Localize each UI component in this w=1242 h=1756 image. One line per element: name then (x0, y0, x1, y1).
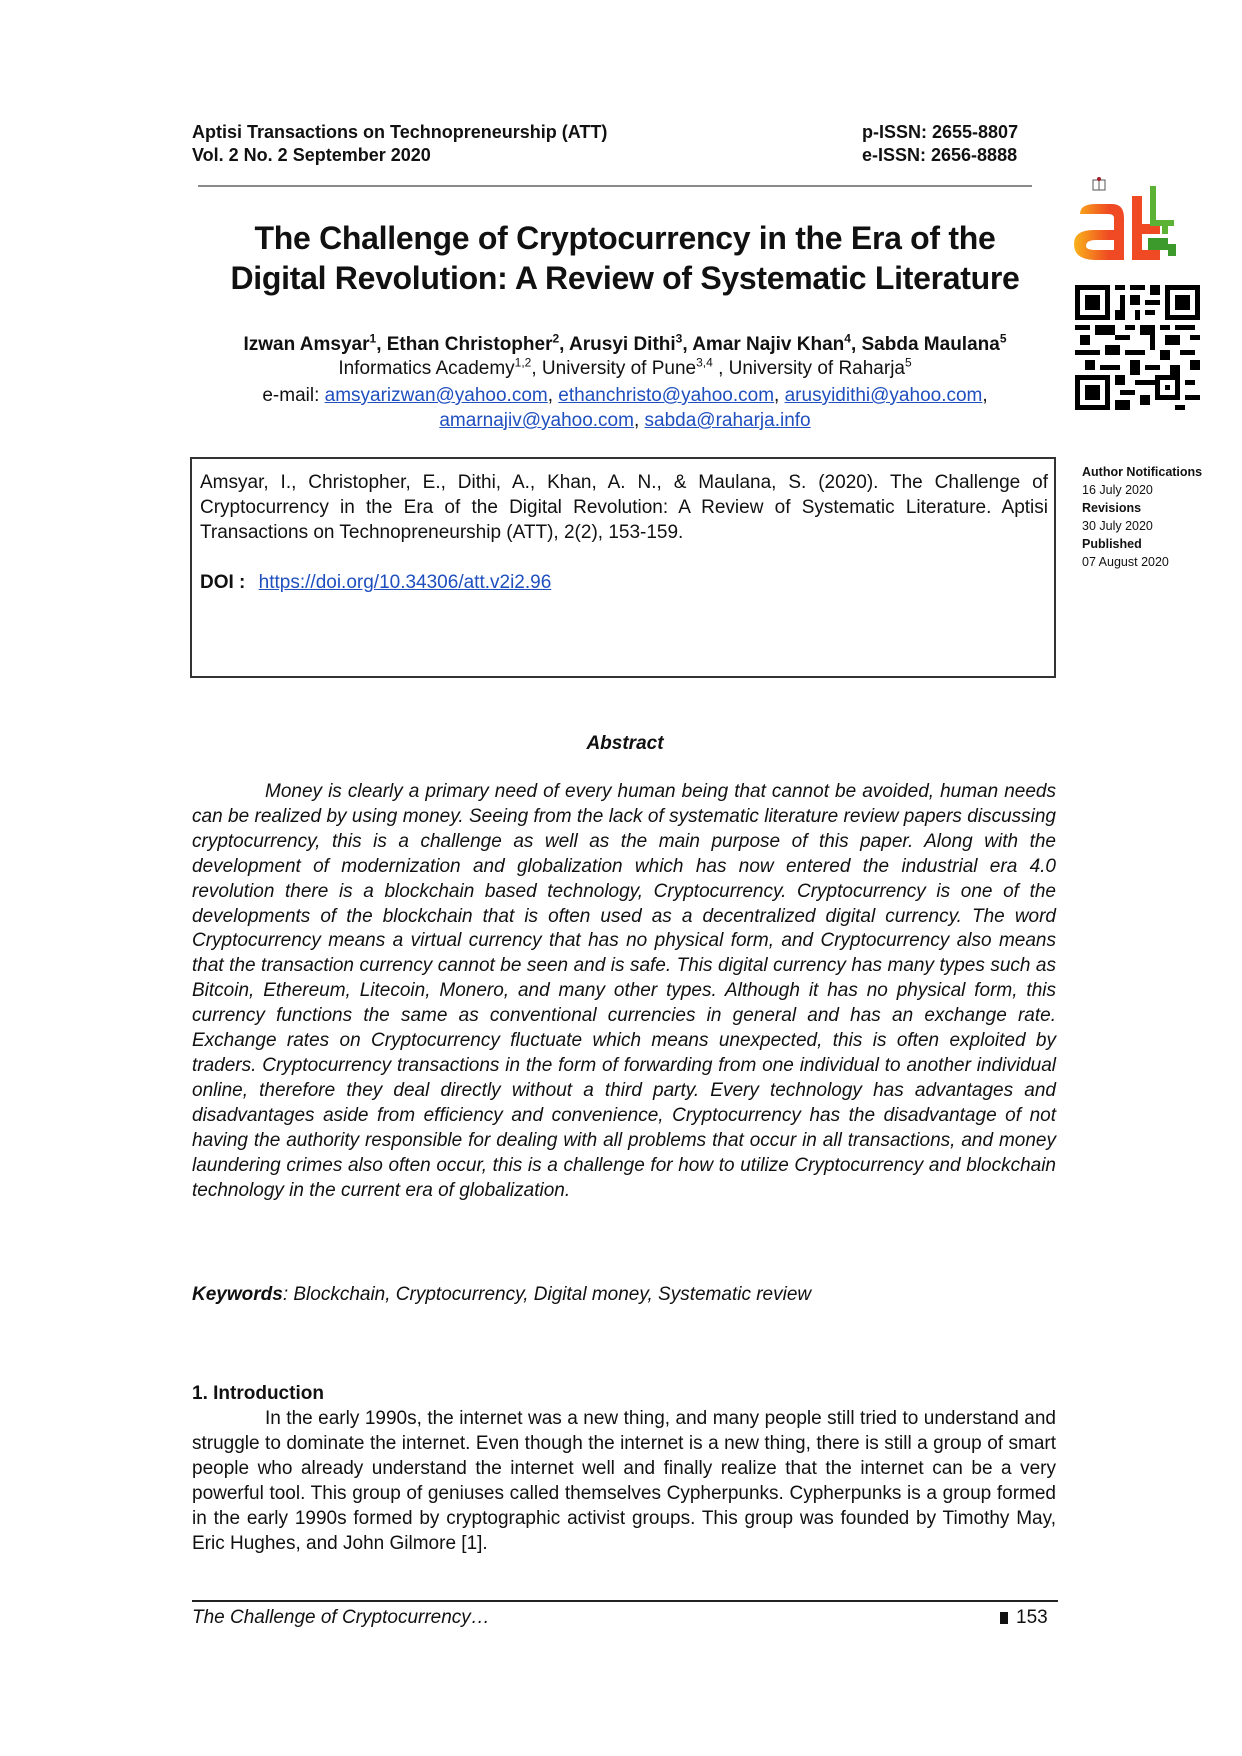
introduction-text: In the early 1990s, the internet was a new thing, and many people still tried to understand and struggle to dominate the internet. Even though the internet is a new thing, there is still a group of smart people who already understand the internet well and finally realize that the internet can be a very powerful tool. This group of geniuses called themselves Cypherpunks. Cypherpunks is a group formed in the early 1990s formed by cryptographic activist groups. This group was founded by Timothy May, Eric Hughes, and John Gilmore [1]. (192, 1408, 1056, 1554)
running-title: The Challenge of Cryptocurrency… (192, 1607, 490, 1628)
author-list: Izwan Amsyar$^1$, Ethan Christopher$^2$, Arusyi Dithi$^3$, Amar Najiv Khan$^4$, Sabda Maulana$^5$ (243, 331, 1007, 355)
square-bullet-icon (1000, 1612, 1008, 1624)
section-heading-introduction: 1. Introduction (192, 1383, 324, 1404)
keywords-text: : Blockchain, Cryptocurrency, Digital money, Systematic review (282, 1284, 812, 1305)
email-link[interactable]: amarnajiv@yahoo.com (439, 410, 634, 431)
author-name: Ethan Christopher (386, 334, 553, 355)
page-number: 153 (1016, 1607, 1048, 1628)
abstract-body (192, 780, 1056, 1203)
affiliation-list: Informatics Academy$^{1,2}$, University of Pune$^{3,4}$ , University of Raharja$^5$ (338, 355, 912, 379)
email-link[interactable]: arusyidithi@yahoo.com (784, 385, 983, 406)
citation-text: Amsyar, I., Christopher, E., Dithi, A., Khan, A. N., & Maulana, S. (2020). The Challenge of Cryptocurrency in the Era of the Digital Revolution: A Review of Systematic Literature. Aptisi Transactions on Technopreneurship (ATT), 2(2), 153-159. (200, 472, 1048, 543)
title-line-1: The Challenge of Cryptocurrency in the Era of the (254, 220, 996, 256)
footer-divider (192, 1600, 1058, 1602)
journal-volume: Vol. 2 No. 2 September 2020 (192, 145, 431, 165)
doi-label: DOI : (200, 572, 246, 593)
published-label: Published (1082, 537, 1142, 551)
journal-header (192, 121, 607, 167)
journal-name: Aptisi Transactions on Technopreneurship (ATT) (192, 122, 608, 142)
email-list: e-mail: amsyarizwan@yahoo.com, ethanchristo@yahoo.com, arusyidithi@yahoo.com, amarnajiv@yahoo.com, sabda@raharja.info (262, 385, 988, 431)
revisions-date: 30 July 2020 (1082, 519, 1153, 533)
email-link[interactable]: amsyarizwan@yahoo.com (324, 385, 548, 406)
title-line-2: Digital Revolution: A Review of Systematic Literature (230, 260, 1020, 296)
email-link[interactable]: ethanchristo@yahoo.com (558, 385, 775, 406)
header-divider (198, 185, 1032, 187)
abstract-heading: Abstract (586, 733, 664, 754)
email-label: e-mail: (262, 385, 320, 406)
abstract-text: Money is clearly a primary need of every human being that cannot be avoided, human needs can be realized by using money. Seeing from the lack of systematic literature review papers discussing cryptocurrency, this is a challenge as well as the main purpose of this paper. Along with the development of modernization and globalization which has now entered the industrial era 4.0 revolution there is a blockchain based technology, Cryptocurrency. Cryptocurrency is one of the developments of the blockchain that is often used as a decentralized digital currency. The word Cryptocurrency means a virtual currency that has no physical form, and Cryptocurrency also means that the transaction currency cannot be seen and is safe. This digital currency has many types such as Bitcoin, Ethereum, Litecoin, Monero, and many other types. Although it has no physical form, this currency functions the same as conventional currencies in general and has an exchange rate. Exchange rates on Cryptocurrency fluctuate which means unexpected, this is often exploited by traders. Cryptocurrency transactions in the form of forwarding from one individual to another individual online, therefore they deal directly without a third party. Every technology has advantages and disadvantages aside from efficiency and convenience, Cryptocurrency has the disadvantage of not having the authority responsible for dealing with all problems that occur in all transactions, and money laundering crimes also often occur, this is a challenge for how to utilize Cryptocurrency and blockchain technology in the current era of globalization. (192, 781, 1056, 1201)
qr-code-icon (1075, 285, 1200, 410)
author-name: Izwan Amsyar (243, 334, 370, 355)
doi-link[interactable]: https://doi.org/10.34306/att.v2i2.96 (258, 572, 552, 593)
revisions-label: Revisions (1082, 501, 1142, 515)
author-name: Arusyi Dithi (569, 334, 676, 355)
affiliation: Informatics Academy (338, 358, 515, 379)
notifications-label: Author Notifications (1082, 465, 1203, 479)
author-name: Amar Najiv Khan (692, 334, 845, 355)
e-issn: e-ISSN: 2656-8888 (862, 145, 1018, 165)
keywords (192, 1283, 1056, 1307)
page-number-block (1000, 1606, 1048, 1630)
affiliation: University of Pune (541, 358, 697, 379)
email-link[interactable]: sabda@raharja.info (644, 410, 811, 431)
att-logo-icon (1068, 176, 1188, 271)
p-issn: p-ISSN: 2655-8807 (862, 122, 1019, 142)
keywords-label: Keywords (192, 1284, 283, 1305)
affiliation: University of Raharja (728, 358, 905, 379)
paper-title (190, 218, 1060, 298)
notifications-date: 16 July 2020 (1082, 483, 1153, 497)
published-date: 07 August 2020 (1082, 555, 1169, 569)
author-name: Sabda Maulana (861, 334, 1000, 355)
issn-block (862, 121, 1018, 167)
introduction-body (192, 1407, 1056, 1556)
doi-line (200, 570, 551, 595)
